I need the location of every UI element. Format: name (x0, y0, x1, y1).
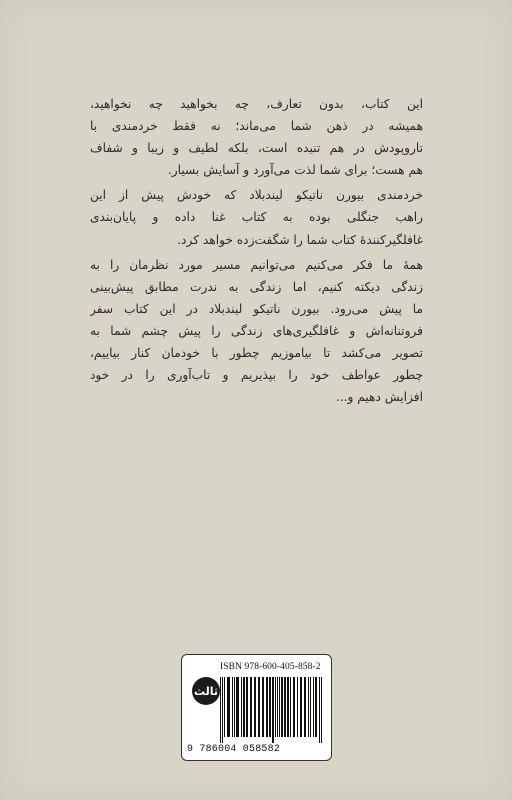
barcode-bar (281, 677, 283, 737)
barcode-bar (304, 677, 306, 737)
barcode-bar (319, 677, 320, 743)
barcode-bar (272, 677, 274, 743)
barcode-bar (275, 677, 276, 737)
barcode-bar (220, 677, 221, 743)
barcode-bar (250, 677, 252, 737)
barcode-bar (308, 677, 309, 737)
barcode-bar (234, 677, 235, 737)
barcode-icon (190, 675, 325, 745)
barcode-digits: 9 786004 058582 (187, 744, 281, 755)
barcode-bar (227, 677, 230, 737)
blurb-paragraph-2 (90, 184, 423, 250)
barcode-bar (279, 677, 280, 737)
barcode-bar (284, 677, 286, 737)
barcode-bar (313, 677, 314, 737)
blurb-paragraph-1 (90, 93, 423, 181)
barcode-bar (287, 677, 289, 737)
barcode-bar (321, 677, 322, 743)
blurb-line: چطور عواطف خود را بپذیریم و تاب‌آوری را در خود (90, 368, 423, 383)
barcode-bar (241, 677, 242, 737)
barcode-bar (258, 677, 260, 737)
barcode-bar (310, 677, 311, 737)
barcode-bar (236, 677, 239, 737)
barcode-bar (243, 677, 245, 737)
blurb-line: غافلگیرکنندهٔ کتاب شما را شگفت‌زده خواهد کرد. (177, 232, 423, 247)
blurb-line: ما پیش می‌رود. بیورن ناتیکو لیندبلاد در این کتاب سفر (90, 301, 423, 316)
blurb-line: افزایش دهیم و... (335, 390, 423, 405)
barcode-bar (300, 677, 302, 737)
blurb-line: تصویر می‌کشد تا بیاموزیم چطور با خودمان کنار بیاییم، (90, 346, 423, 361)
blurb-line: خردمندی بیورن ناتیکو لیندبلاد که خودش پیش از این (90, 188, 423, 203)
barcode-bar (297, 677, 298, 737)
barcode-bar (262, 677, 264, 737)
blurb-line: فروتنانه‌اش و غافلگیری‌های زندگی را پیش چشم شما به (90, 323, 423, 338)
blurb-line: همهٔ ما فکر می‌کنیم می‌توانیم مسیر مورد نظرمان را به (90, 257, 423, 272)
barcode-bar (290, 677, 291, 737)
barcode-bar (232, 677, 233, 737)
barcode-bar (277, 677, 278, 737)
barcode-bar (315, 677, 317, 737)
barcode-bar (254, 677, 256, 737)
blurb-line: تاروپودش در هم تنیده است، بلکه لطیف و زیبا و شفاف (90, 141, 423, 156)
blurb-line: هم هست؛ برای شما لذت می‌آورد و آسایش بسیار. (167, 163, 423, 178)
blurb-line: همیشه در ذهن شما می‌ماند؛ نه فقط خردمندی با (90, 119, 423, 134)
barcode-bar (293, 677, 295, 737)
blurb-line: زندگی دیکته کنیم، اما زندگی به ندرت مطابق پیش‌بینی (90, 279, 423, 294)
isbn-label: ISBN 978-600-405-858-2 (220, 662, 321, 672)
barcode-bar (222, 677, 223, 743)
publisher-logo-text: ثالث (193, 684, 219, 698)
blurb-line: این کتاب، بدون تعارف، چه بخواهید چه نخواهید، (90, 97, 423, 111)
blurb-paragraph-3 (90, 254, 423, 409)
barcode-bar (269, 677, 271, 737)
isbn-barcode-box (181, 654, 332, 761)
barcode-bar (224, 677, 225, 737)
barcode-bar (246, 677, 248, 737)
blurb-text (90, 93, 423, 408)
blurb-line: راهب جنگلی بوده به کتاب غنا داده و پایان‌بندی (90, 210, 423, 225)
barcode-bar (266, 677, 268, 737)
